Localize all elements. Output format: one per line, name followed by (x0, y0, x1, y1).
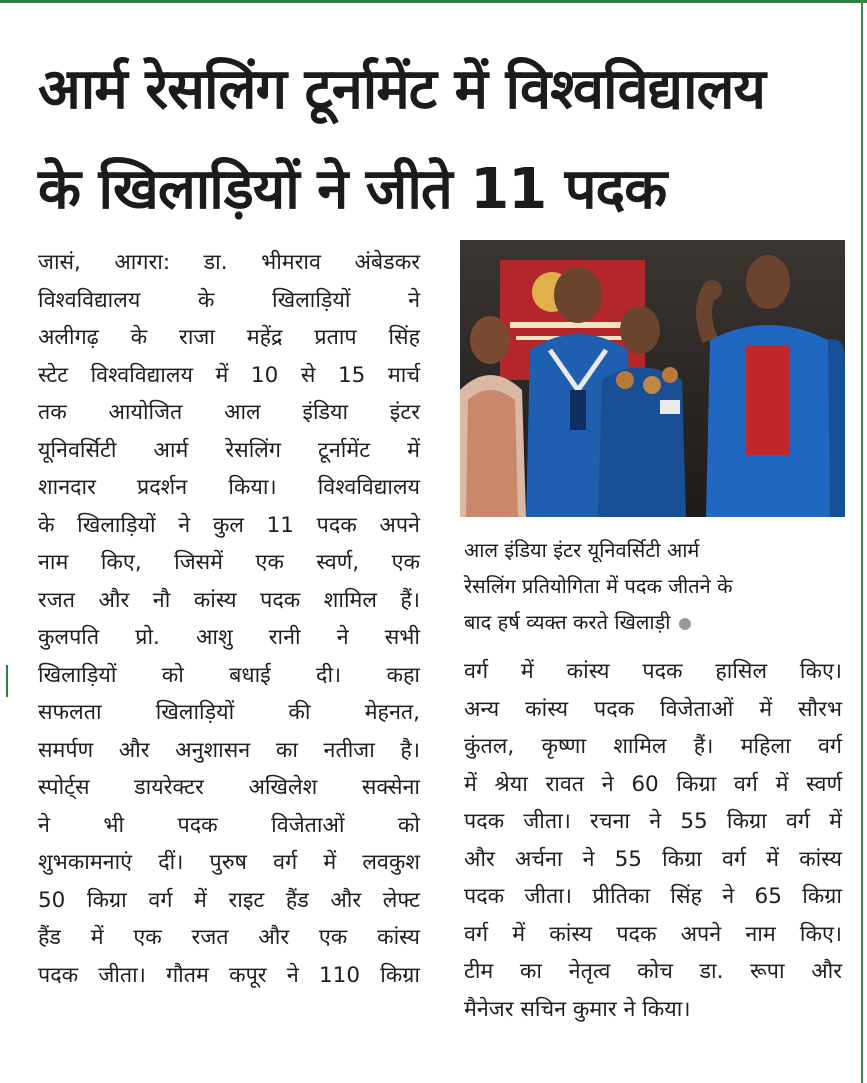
column-rule (861, 0, 863, 1083)
margin-mark (6, 665, 8, 697)
article-left-column (38, 244, 420, 994)
article-line: पदक जीता। प्रीतिका सिंह ने 65 किग्रा (464, 884, 842, 909)
caption-line: रेसलिंग प्रतियोगिता में पदक जीतने के (464, 574, 733, 598)
article-line: अलीगढ़ के राजा महेंद्र प्रताप सिंह (38, 325, 420, 350)
photo-caption (464, 532, 844, 640)
headline-line-1: आर्म रेसलिंग टूर्नामेंट में विश्वविद्यालय (38, 57, 765, 122)
headline (38, 40, 838, 240)
article-line: वर्ग में कांस्य पदक हासिल किए। (464, 659, 842, 684)
article-line: के खिलाड़ियों ने कुल 11 पदक अपने (38, 512, 420, 538)
caption-line: बाद हर्ष व्यक्त करते खिलाड़ी (464, 610, 671, 634)
article-line: जासं, आगरा: डा. भीमराव अंबेडकर (38, 250, 420, 275)
article-line: वर्ग में कांस्य पदक अपने नाम किए। (464, 921, 842, 947)
bullet-icon (679, 618, 691, 630)
news-photo (460, 240, 845, 517)
article-line: कुलपति प्रो. आशु रानी ने सभी (38, 625, 420, 650)
article-line: अन्य कांस्य पदक विजेताओं में सौरभ (464, 696, 842, 722)
article-line: ने भी पदक विजेताओं को (38, 812, 420, 838)
players-with-medals-illustration (460, 240, 845, 517)
headline-line-2: के खिलाड़ियों ने जीते 11 पदक (38, 157, 667, 222)
article-line: और अर्चना ने 55 किग्रा वर्ग में कांस्य (464, 846, 842, 872)
article-line: कुंतल, कृष्णा शामिल हैं। महिला वर्ग (464, 734, 842, 759)
article-line: खिलाड़ियों को बधाई दी। कहा (38, 662, 420, 688)
article-line: पदक जीता। रचना ने 55 किग्रा वर्ग में (464, 809, 842, 834)
article-line: यूनिवर्सिटी आर्म रेसलिंग टूर्नामेंट में (38, 437, 420, 463)
article-line: विश्वविद्यालय के खिलाड़ियों ने (38, 287, 420, 313)
article-line: सफलता खिलाड़ियों की मेहनत, (38, 700, 420, 725)
article-line: नाम किए, जिसमें एक स्वर्ण, एक (38, 550, 420, 575)
article-line: स्पोर्ट्स डायरेक्टर अखिलेश सक्सेना (38, 775, 420, 800)
article-line: में श्रेया रावत ने 60 किग्रा वर्ग में स्वर्ण (464, 771, 842, 797)
article-line: मैनेजर सचिन कुमार ने किया। (464, 996, 691, 1022)
article-line: शुभकामनाएं दीं। पुरुष वर्ग में लवकुश (38, 850, 420, 875)
caption-line: आल इंडिया इंटर यूनिवर्सिटी आर्म (464, 538, 700, 562)
article-line: पदक जीता। गौतम कपूर ने 110 किग्रा (38, 962, 420, 988)
article-line: रजत और नौ कांस्य पदक शामिल हैं। (38, 587, 420, 613)
top-rule (0, 0, 867, 3)
article-line: स्टेट विश्वविद्यालय में 10 से 15 मार्च (38, 362, 420, 388)
article-line: हैंड में एक रजत और एक कांस्य (38, 925, 420, 950)
article-line: समर्पण और अनुशासन का नतीजा है। (38, 737, 420, 763)
article-line: शानदार प्रदर्शन किया। विश्वविद्यालय (38, 475, 420, 500)
article-line: 50 किग्रा वर्ग में राइट हैंड और लेफ्ट (38, 887, 420, 913)
article-line: तक आयोजित आल इंडिया इंटर (38, 400, 420, 425)
article-right-column (464, 653, 842, 1028)
article-line: टीम का नेतृत्व कोच डा. रूपा और (464, 959, 842, 984)
